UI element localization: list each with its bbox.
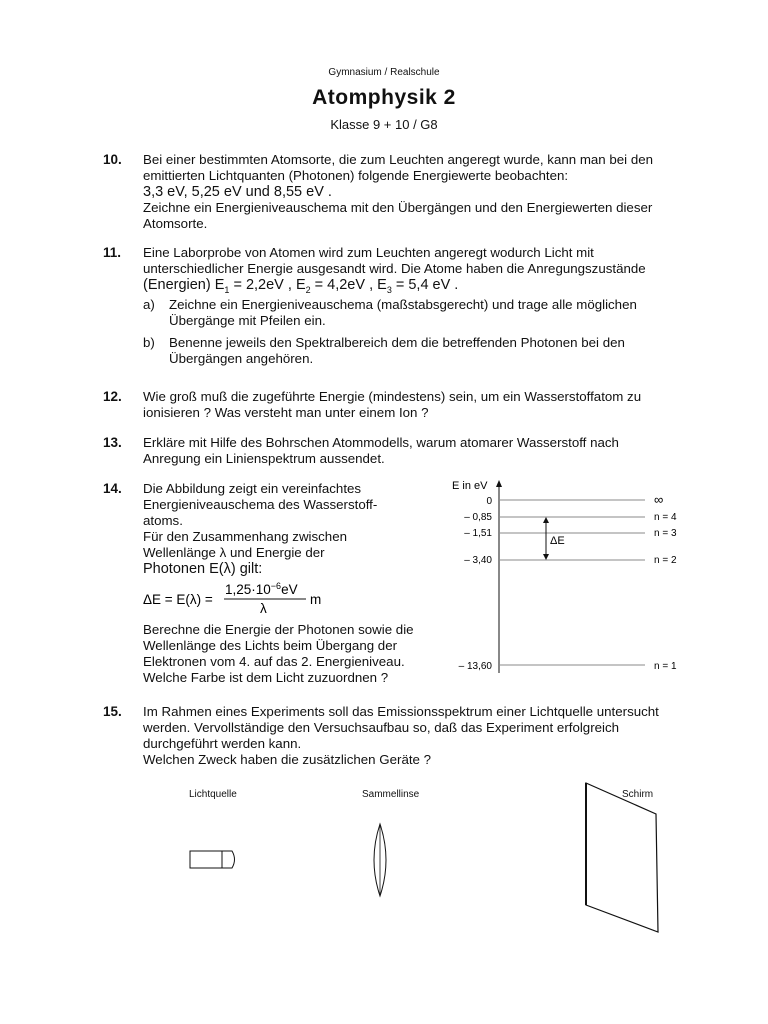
- q14-text-top: [143, 481, 443, 577]
- q11-part-b: [143, 335, 703, 369]
- q10-line: Bei einer bestimmten Atomsorte, die zum Leuchten angeregt wurde, kann man bei den: [143, 152, 654, 167]
- level-n2: [464, 555, 677, 566]
- q12-number: 12.: [103, 389, 122, 404]
- q15-line: Im Rahmen eines Experiments soll das Emissionsspektrum einer Lichtquelle untersucht: [143, 704, 659, 719]
- level-n3: [464, 528, 677, 539]
- level-label: n = 4: [654, 512, 677, 523]
- e2-value: = 4,2eV ,: [314, 277, 374, 293]
- q11-text: [143, 245, 711, 298]
- level-label: ∞: [654, 492, 664, 507]
- level-infinity: [486, 492, 663, 507]
- e1-subscript: 1: [224, 284, 230, 295]
- axis-label: E in eV: [452, 480, 488, 492]
- q11-line: Eine Laborprobe von Atomen wird zum Leuchten angeregt wodurch Licht mit: [143, 245, 594, 260]
- screen-icon: [582, 780, 662, 940]
- formula-denominator: λ: [260, 601, 267, 616]
- formula-lhs: ΔE = E(λ) =: [143, 592, 213, 607]
- level-energy: – 3,40: [464, 555, 492, 566]
- q11-a-line: Übergänge mit Pfeilen ein.: [169, 313, 326, 328]
- q14-line: Wellenlänge des Lichts beim Übergang der: [143, 638, 398, 653]
- q12-line: Wie groß muß die zugeführte Energie (mindestens) sein, um ein Wasserstoffatom zu: [143, 389, 642, 404]
- page-title: Atomphysik 2: [312, 86, 456, 109]
- q14-line: Welche Farbe ist dem Licht zuzuordnen ?: [143, 670, 389, 685]
- q12-line: ionisieren ? Was versteht man unter einem Ion ?: [143, 405, 429, 420]
- level-label: n = 1: [654, 661, 677, 672]
- level-label: n = 3: [654, 528, 677, 539]
- level-energy: – 13,60: [458, 661, 492, 672]
- arrow-up-icon: [543, 517, 549, 523]
- delta-e-label: ΔE: [550, 535, 565, 547]
- level-label: n = 2: [654, 555, 677, 566]
- q15-line: werden. Vervollständige den Versuchsaufbau so, daß das Experiment erfolgreich: [143, 720, 620, 735]
- q15-line: durchgeführt werden kann.: [143, 736, 302, 751]
- delta-e-arrow: [543, 517, 565, 560]
- q10-values: 3,3 eV, 5,25 eV und 8,55 eV .: [143, 184, 332, 200]
- q12-text: [143, 389, 711, 421]
- q13-text: [143, 435, 711, 467]
- e1-value: = 2,2eV ,: [233, 277, 292, 293]
- q15-text: [143, 704, 711, 768]
- q10-line: Zeichne ein Energieniveauschema mit den Übergängen und den Energiewerten dieser: [143, 200, 653, 215]
- q11-a-line: Zeichne ein Energieniveauschema (maßstabsgerecht) und trage alle möglichen: [169, 297, 637, 312]
- q14-line: Die Abbildung zeigt ein vereinfachtes: [143, 481, 362, 496]
- e3-symbol: E: [377, 277, 387, 293]
- q11-b-line: Übergängen angehören.: [169, 351, 314, 366]
- q10-line: Atomsorte.: [143, 216, 208, 231]
- q14-line: Photonen E(λ) gilt:: [143, 561, 263, 577]
- q14-line: Elektronen vom 4. auf das 2. Energieniveau.: [143, 654, 405, 669]
- light-source-icon: [188, 847, 240, 873]
- level-energy: – 0,85: [464, 512, 492, 523]
- arrow-down-icon: [543, 554, 549, 560]
- q14-line: atoms.: [143, 513, 183, 528]
- e1-symbol: E: [214, 277, 225, 293]
- q11-part-a: [143, 297, 703, 331]
- q11-energies-prefix: (Energien): [143, 277, 211, 293]
- q14-line: Wellenlänge λ und Energie der: [143, 545, 325, 560]
- q11-number: 11.: [103, 245, 122, 260]
- axis-arrow-icon: [496, 480, 502, 487]
- formula-numerator: $1,25\cdot 10^{-6}eV$: [225, 582, 298, 597]
- q13-number: 13.: [103, 435, 122, 450]
- q10-text: [143, 152, 711, 232]
- q14-line: Berechne die Energie der Photonen sowie die: [143, 622, 414, 637]
- q11-b-line: Benenne jeweils den Spektralbereich dem die betreffenden Photonen bei den: [169, 335, 625, 350]
- q14-line: Für den Zusammenhang zwischen: [143, 529, 347, 544]
- e2-subscript: 2: [305, 284, 311, 295]
- q13-line: Anregung ein Linienspektrum aussendet.: [143, 451, 385, 466]
- light-source-label: Lichtquelle: [189, 789, 237, 800]
- energy-level-diagram: [440, 476, 710, 676]
- q14-text-bottom: [143, 622, 453, 686]
- level-energy: 0: [486, 496, 492, 507]
- formula-unit: m: [310, 592, 322, 607]
- q10-line: emittierten Lichtquanten (Photonen) folgende Energiewerte beobachten:: [143, 168, 569, 183]
- lens-label: Sammellinse: [362, 789, 420, 800]
- level-energy: – 1,51: [464, 528, 492, 539]
- level-n1: [459, 661, 677, 672]
- e3-subscript: 3: [386, 284, 392, 295]
- class-level: Klasse 9 + 10 / G8: [330, 117, 438, 132]
- q11-a-label: a): [143, 297, 155, 312]
- q13-line: Erkläre mit Hilfe des Bohrschen Atommodells, warum atomarer Wasserstoff nach: [143, 435, 619, 450]
- level-n4: [464, 512, 677, 523]
- q14-number: 14.: [103, 481, 122, 496]
- q15-number: 15.: [103, 704, 122, 719]
- screen-label: Schirm: [622, 789, 654, 800]
- q15-line: Welchen Zweck haben die zusätzlichen Geräte ?: [143, 752, 432, 767]
- q14-line: Energieniveauschema des Wasserstoff-: [143, 497, 378, 512]
- q10-number: 10.: [103, 152, 122, 167]
- q11-line: unterschiedlicher Energie ausgesandt wird. Die Atome haben die Anregungszustände: [143, 261, 646, 276]
- e3-value: = 5,4 eV .: [395, 277, 459, 293]
- e2-symbol: E: [295, 277, 306, 293]
- converging-lens-icon: [368, 822, 392, 898]
- school-type: Gymnasium / Realschule: [328, 67, 440, 78]
- wavelength-formula: [143, 582, 343, 616]
- q11-energies: [143, 277, 711, 298]
- q11-b-label: b): [143, 335, 155, 350]
